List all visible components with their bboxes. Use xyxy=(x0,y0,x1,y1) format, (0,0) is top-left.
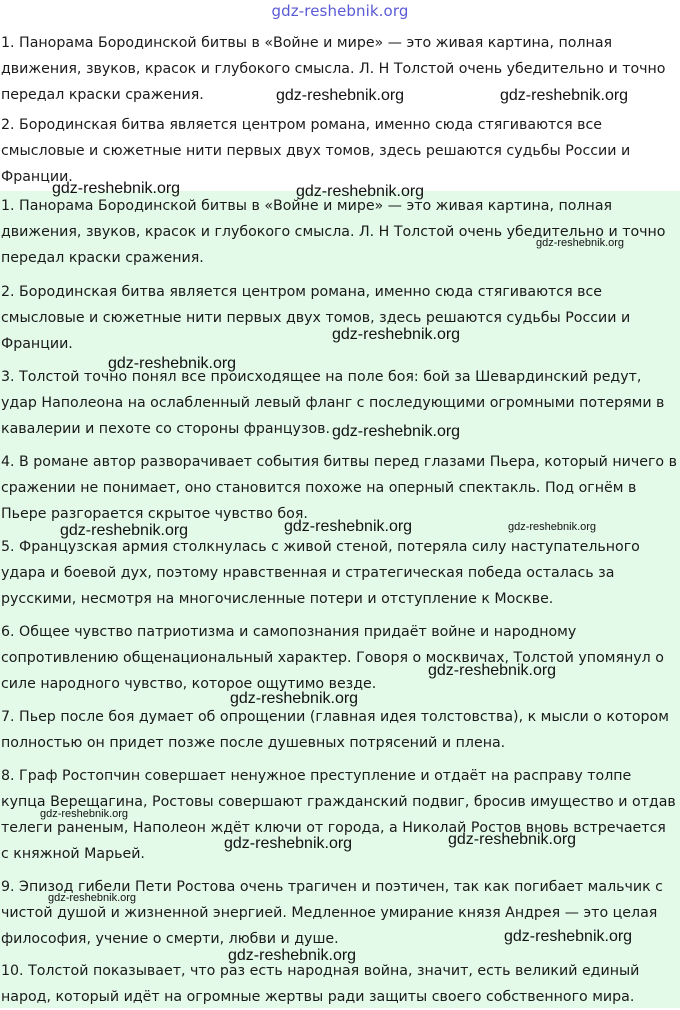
answer-paragraph-8: 8. Граф Ростопчин совершает ненужное преступление и отдаёт на расправу толпе купца Верещагина, Ростовы совершают гражданский подвиг, бросив имущество и отдав телеги раненым, Наполеон ждёт ключи от города, а Николай Ростов вновь встречается с княжной Марьей. xyxy=(1,768,676,862)
watermark: gdz-reshebnik.org xyxy=(224,835,353,852)
answer-paragraph-1: 1. Панорама Бородинской битвы в «Войне и мире» — это живая картина, полная движения, звуков, красок и глубокого смысла. Л. Н Толстой очень убедительно и точно передал краски сражения. xyxy=(1,198,666,266)
answer-paragraph-10: 10. Толстой показывает, что раз есть народная война, значит, есть великий единый народ, который идёт на огромные жертвы ради защиты своего собственного мира. xyxy=(1,963,640,1005)
answer-paragraph-7: 7. Пьер после боя думает об опрощении (главная идея толстовства), к мысли о котором полностью он придет позже после душевных потрясений и плена. xyxy=(1,709,669,751)
watermark: gdz-reshebnik.org xyxy=(52,180,181,197)
answer-paragraph-5: 5. Французская армия столкнулась с живой стеной, потеряла силу наступательного удара и боевой дух, поэтому нравственная и стратегическая победа осталась за русскими, несмотря на многочисленные потери и отступление к Москве. xyxy=(1,539,640,607)
watermark: gdz-reshebnik.org xyxy=(60,522,189,539)
watermark: gdz-reshebnik.org xyxy=(448,831,577,848)
watermark: gdz-reshebnik.org xyxy=(508,521,597,533)
answer-paragraph-6: 6. Общее чувство патриотизма и самопознания придаёт войне и народному сопротивлению общенациональный характер. Говоря о москвичах, Толстой упомянул о силе народного чувство, которое ощутимо везде. xyxy=(1,624,664,692)
watermark: gdz-reshebnik.org xyxy=(332,423,461,440)
watermark: gdz-reshebnik.org xyxy=(48,892,137,904)
watermark: gdz-reshebnik.org xyxy=(296,183,425,200)
watermark: gdz-reshebnik.org xyxy=(504,928,633,945)
answer-paragraph-4: 4. В романе автор разворачивает события битвы перед глазами Пьера, который ничего в сражении не понимает, оно становится похоже на оперный спектакль. Под огнём в Пьере разгорается скрытое чувство боя. xyxy=(1,454,677,522)
watermark: gdz-reshebnik.org xyxy=(40,808,129,820)
answer-paragraph-9: 9. Эпизод гибели Пети Ростова очень трагичен и поэтичен, так как погибает мальчик с чистой душой и жизненной энергией. Медленное умирание князя Андрея — это целая философия, учение о смерти, любви и душе. xyxy=(1,879,663,947)
answer-paragraph-3: 3. Толстой точно понял все происходящее на поле боя: бой за Шевардинский редут, удар Наполеона на ослабленный левый фланг с последующими огромными потерями в кавалерии и пехоте со стороны французов. xyxy=(1,369,665,437)
watermark: gdz-reshebnik.org xyxy=(536,237,625,249)
watermark: gdz-reshebnik.org xyxy=(108,355,237,372)
watermark: gdz-reshebnik.org xyxy=(276,87,405,104)
watermark: gdz-reshebnik.org xyxy=(332,326,461,343)
watermark: gdz-reshebnik.org xyxy=(228,947,357,964)
watermark: gdz-reshebnik.org xyxy=(284,518,413,535)
watermark: gdz-reshebnik.org xyxy=(500,87,629,104)
answer-paragraph-2: 2. Бородинская битва является центром романа, именно сюда стягиваются все смысловые и сюжетные нити первых двух томов, здесь решаются судьбы России и Франции. xyxy=(1,284,631,352)
intro-paragraph-2: 2. Бородинская битва является центром романа, именно сюда стягиваются все смысловые и сюжетные нити первых двух томов, здесь решаются судьбы России и Франции. xyxy=(1,117,631,185)
watermark: gdz-reshebnik.org xyxy=(230,690,359,707)
intro-paragraph-1: 1. Панорама Бородинской битвы в «Войне и мире» — это живая картина, полная движения, звуков, красок и глубокого смысла. Л. Н Толстой очень убедительно и точно передал краски сражения. xyxy=(1,35,666,103)
header-watermark: gdz-reshebnik.org xyxy=(271,2,409,20)
watermark: gdz-reshebnik.org xyxy=(428,662,557,679)
